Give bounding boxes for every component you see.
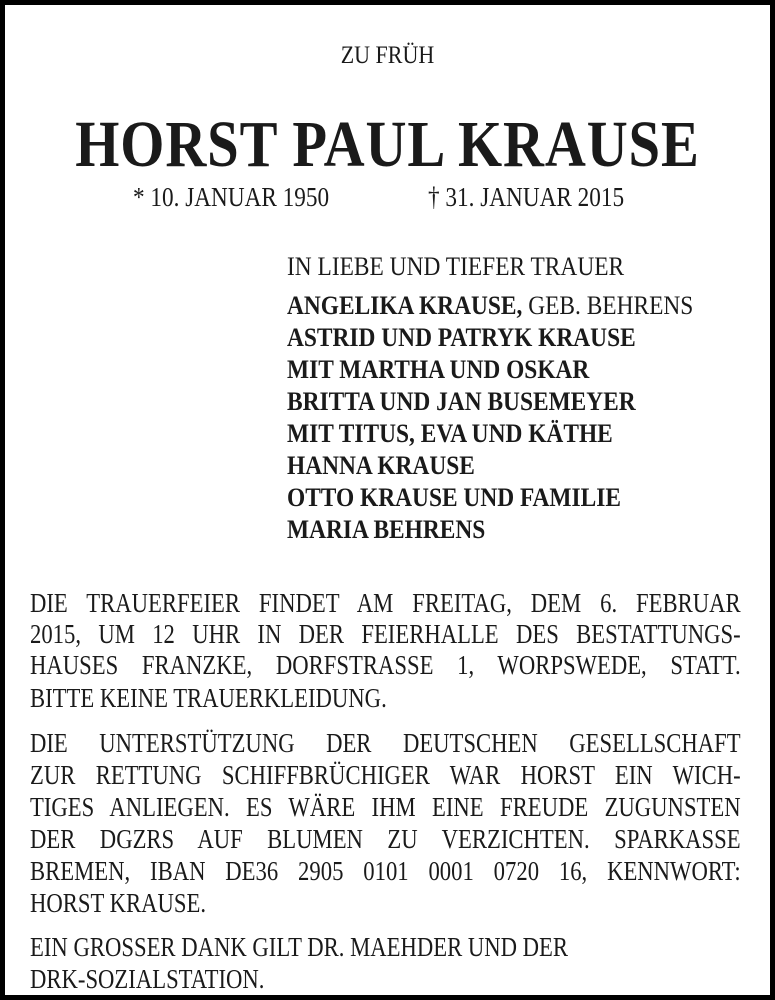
donation-line: HORST KRAUSE. xyxy=(30,888,207,918)
donation-line: ZUR RETTUNG SCHIFFBRÜCHIGER WAR HORST EIN WICH- xyxy=(30,760,741,790)
mourner: MIT MARTHA UND OSKAR xyxy=(287,355,590,384)
dress-code: BITTE KEINE TRAUERKLEIDUNG. xyxy=(30,683,387,713)
death-date: † 31. JANUAR 2015 xyxy=(428,182,625,212)
mourner: MARIA BEHRENS xyxy=(287,515,486,544)
birth-date: * 10. JANUAR 1950 xyxy=(133,182,330,212)
donation-line: DIE UNTERSTÜTZUNG DER DEUTSCHEN GESELLSCHAFT xyxy=(30,728,741,758)
mourner-maiden-name: GEB. BEHRENS xyxy=(522,291,694,320)
kicker: ZU FRÜH xyxy=(340,42,435,69)
mourner-name: ANGELIKA KRAUSE, xyxy=(287,291,523,320)
mourner: MIT TITUS, EVA UND KÄTHE xyxy=(287,419,613,448)
donation-line: TIGES ANLIEGEN. ES WÄRE IHM EINE FREUDE ZUGUNSTEN xyxy=(30,792,741,822)
mourner: OTTO KRAUSE UND FAMILIE xyxy=(287,483,621,512)
donation-line: DER DGZRS AUF BLUMEN ZU VERZICHTEN. SPARKASSE xyxy=(30,824,741,854)
funeral-line: DIE TRAUERFEIER FINDET AM FREITAG, DEM 6. FEBRUAR xyxy=(30,588,741,618)
donation-line: BREMEN, IBAN DE36 2905 0101 0001 0720 16, KENNWORT: xyxy=(30,856,741,886)
mourner: ASTRID UND PATRYK KRAUSE xyxy=(287,323,636,352)
mourner xyxy=(287,293,693,319)
deceased-name: HORST PAUL KRAUSE xyxy=(75,108,700,181)
mourner: HANNA KRAUSE xyxy=(287,451,475,480)
funeral-line: HAUSES FRANZKE, DORFSTRASSE 1, WORPSWEDE, STATT. xyxy=(30,650,741,680)
funeral-line: 2015, UM 12 UHR IN DER FEIERHALLE DES BESTATTUNGS- xyxy=(30,619,741,649)
mourners-intro: IN LIEBE UND TIEFER TRAUER xyxy=(287,252,625,281)
thanks-line: EIN GROSSER DANK GILT DR. MAEHDER UND DER xyxy=(30,932,569,962)
mourner: BRITTA UND JAN BUSEMEYER xyxy=(287,387,636,416)
thanks-line: DRK-SOZIALSTATION. xyxy=(30,964,265,994)
